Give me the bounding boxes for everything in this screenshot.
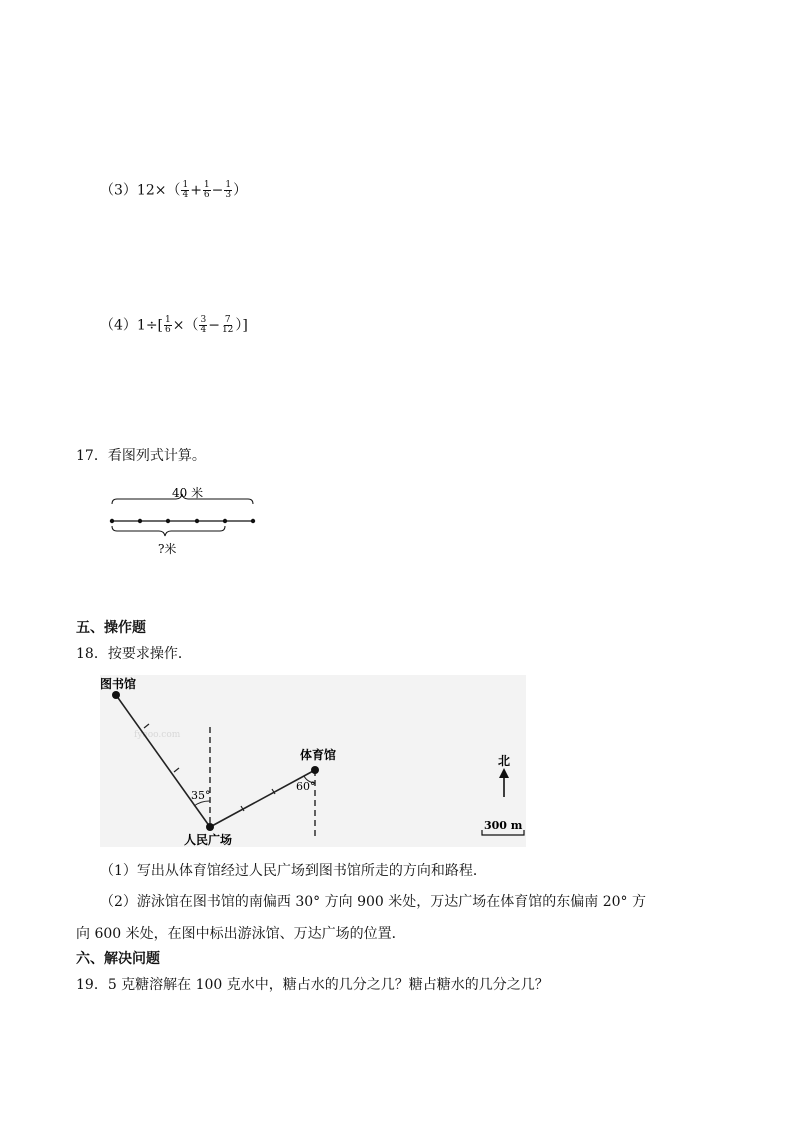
segment-diagram <box>100 482 270 562</box>
fraction-1-4 <box>181 181 189 200</box>
fraction-3-4 <box>199 316 207 335</box>
bottom-brace <box>112 526 225 536</box>
q16-part3-expression <box>100 181 247 200</box>
numerator: 1 <box>225 180 232 190</box>
denominator: 4 <box>182 190 189 200</box>
fraction-7-12 <box>221 316 234 335</box>
minus-sign: − <box>208 317 220 334</box>
q17-text: 17．看图列式计算。 <box>76 448 206 464</box>
north-arrow-icon <box>499 768 509 778</box>
library-label: 图书馆 <box>100 677 137 691</box>
square-point <box>206 823 214 831</box>
section5-heading: 五、操作题 <box>76 620 146 636</box>
bottom-length-label: ?米 <box>158 542 177 556</box>
q18-sub1: （1）写出从体育馆经过人民广场到图书馆所走的方向和路程． <box>100 863 487 879</box>
section6-heading: 六、解决问题 <box>76 951 160 967</box>
square-gym-line <box>210 770 315 827</box>
denominator: 6 <box>165 325 171 335</box>
numerator: 7 <box>224 315 231 325</box>
gym-point <box>311 766 319 774</box>
close-paren: ） <box>233 182 248 199</box>
point-2 <box>166 519 170 523</box>
fraction-1-3 <box>224 181 232 200</box>
fraction-1-6 <box>203 181 211 200</box>
denominator: 4 <box>200 325 207 335</box>
close-brackets: ）] <box>235 317 248 334</box>
point-5 <box>251 519 255 523</box>
q16-part4-expression <box>100 316 248 335</box>
minus-sign: − <box>211 182 224 199</box>
square-label: 人民广场 <box>184 833 233 847</box>
fraction-1-6 <box>164 316 172 335</box>
q16-part4-label: （4）1÷[ <box>100 317 164 334</box>
q16-part3-label: （3）12×（ <box>100 182 181 199</box>
map-svg <box>100 675 526 847</box>
gym-label: 体育馆 <box>300 748 337 762</box>
numerator: 1 <box>203 180 210 190</box>
tick-mark <box>174 768 179 772</box>
denominator: 12 <box>221 325 234 335</box>
denominator: 3 <box>225 190 232 200</box>
north-label: 北 <box>498 754 511 768</box>
library-point <box>112 691 120 699</box>
scale-label: 300 m <box>484 819 523 832</box>
q19-text: 19．5 克糖溶解在 100 克水中，糖占水的几分之几？糖占糖水的几分之几？ <box>76 977 549 993</box>
numerator: 3 <box>200 315 207 325</box>
angle-label-35: 35° <box>191 789 211 802</box>
point-4 <box>223 519 227 523</box>
point-0 <box>110 519 114 523</box>
denominator: 6 <box>203 190 210 200</box>
angle-label-60: 60° <box>296 780 316 793</box>
times-open-paren: ×（ <box>172 317 199 334</box>
numerator: 1 <box>182 180 189 190</box>
point-1 <box>138 519 142 523</box>
library-square-line <box>116 695 210 827</box>
watermark-text: fyeoo.com <box>134 730 181 740</box>
q18-sub2-line1: （2）游泳馆在图书馆的南偏西 30° 方向 900 米处，万达广场在体育馆的东偏南 20° 方 <box>100 894 646 910</box>
q18-text: 18．按要求操作． <box>76 646 192 662</box>
tick-mark <box>144 724 149 728</box>
point-3 <box>195 519 199 523</box>
plus-sign: + <box>190 182 202 199</box>
numerator: 1 <box>165 315 171 325</box>
top-length-label: 40 米 <box>172 486 204 500</box>
map-figure <box>100 675 526 847</box>
q18-sub2-line2: 向 600 米处，在图中标出游泳馆、万达广场的位置． <box>76 926 406 942</box>
